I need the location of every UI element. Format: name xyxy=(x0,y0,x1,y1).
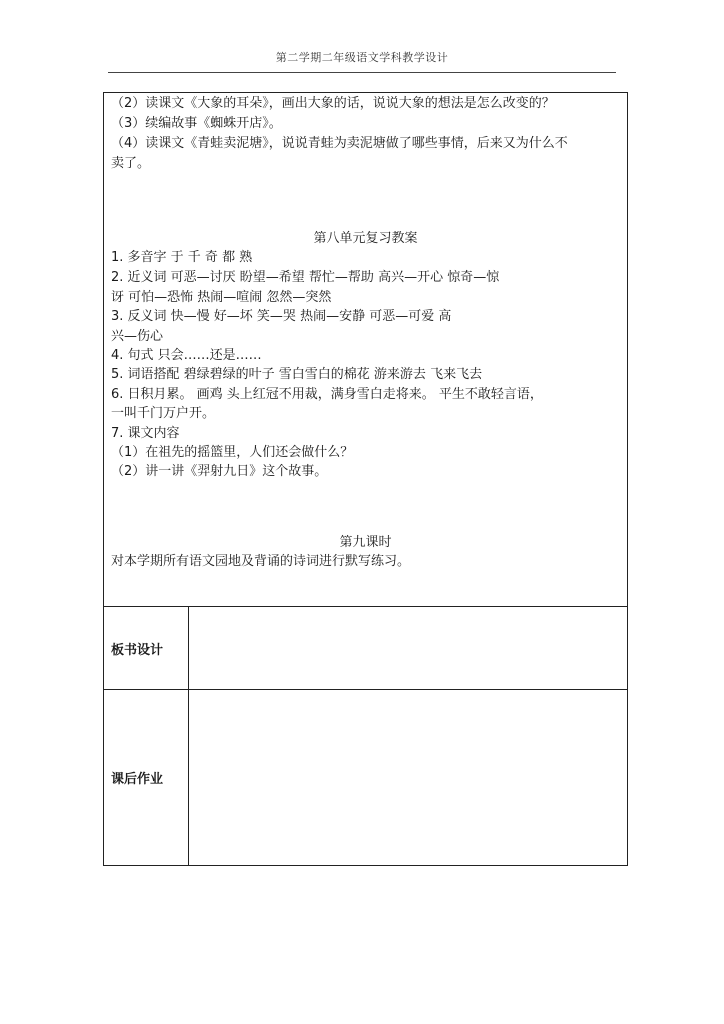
header-divider xyxy=(108,72,616,73)
text-line: 兴—伤心 xyxy=(111,329,164,344)
unit8-title: 第八单元复习教案 xyxy=(313,231,418,246)
board-design-row xyxy=(104,607,627,690)
text-line: 6. 日积月累。 画鸡 头上红冠不用裁，满身雪白走将来。 平生不敢轻言语， xyxy=(111,387,543,402)
text-line: （4）读课文《青蛙卖泥塘》，说说青蛙为卖泥塘做了哪些事情，后来又为什么不 xyxy=(111,136,568,151)
homework-label: 课后作业 xyxy=(111,772,164,787)
page-header-title: 第二学期二年级语文学科教学设计 xyxy=(275,51,449,64)
board-design-label-cell xyxy=(104,607,189,689)
lesson-plan-table xyxy=(103,92,628,866)
text-line: 4. 句式 只会……还是…… xyxy=(111,348,262,363)
text-line: 一叫千门万户开。 xyxy=(111,406,216,421)
text-line: （2）读课文《大象的耳朵》，画出大象的话，说说大象的想法是怎么改变的？ xyxy=(111,96,555,111)
text-line: 对本学期所有语文园地及背诵的诗词进行默写练习。 xyxy=(111,554,411,569)
text-line: （3）续编故事《蜘蛛开店》。 xyxy=(111,116,282,131)
board-design-label: 板书设计 xyxy=(111,643,164,658)
homework-row xyxy=(104,690,627,865)
homework-label-cell xyxy=(104,690,189,865)
text-line: 5. 词语搭配 碧绿碧绿的叶子 雪白雪白的棉花 游来游去 飞来飞去 xyxy=(111,367,483,382)
text-line: 讶 可怕—恐怖 热闹—喧闹 忽然—突然 xyxy=(111,290,332,305)
text-line: 1. 多音字 于 千 奇 都 熟 xyxy=(111,250,253,265)
lesson9-title: 第九课时 xyxy=(339,535,392,550)
content-cell xyxy=(104,93,627,607)
text-line: （1）在祖先的摇篮里，人们还会做什么？ xyxy=(111,445,354,460)
text-line: 2. 近义词 可恶—讨厌 盼望—希望 帮忙—帮助 高兴—开心 惊奇—惊 xyxy=(111,270,500,285)
text-line: （2）讲一讲《羿射九日》这个故事。 xyxy=(111,464,328,479)
text-line: 卖了。 xyxy=(111,156,151,171)
text-line: 3. 反义词 快—慢 好—坏 笑—哭 热闹—安静 可恶—可爱 高 xyxy=(111,309,452,324)
text-line: 7. 课文内容 xyxy=(111,426,180,441)
